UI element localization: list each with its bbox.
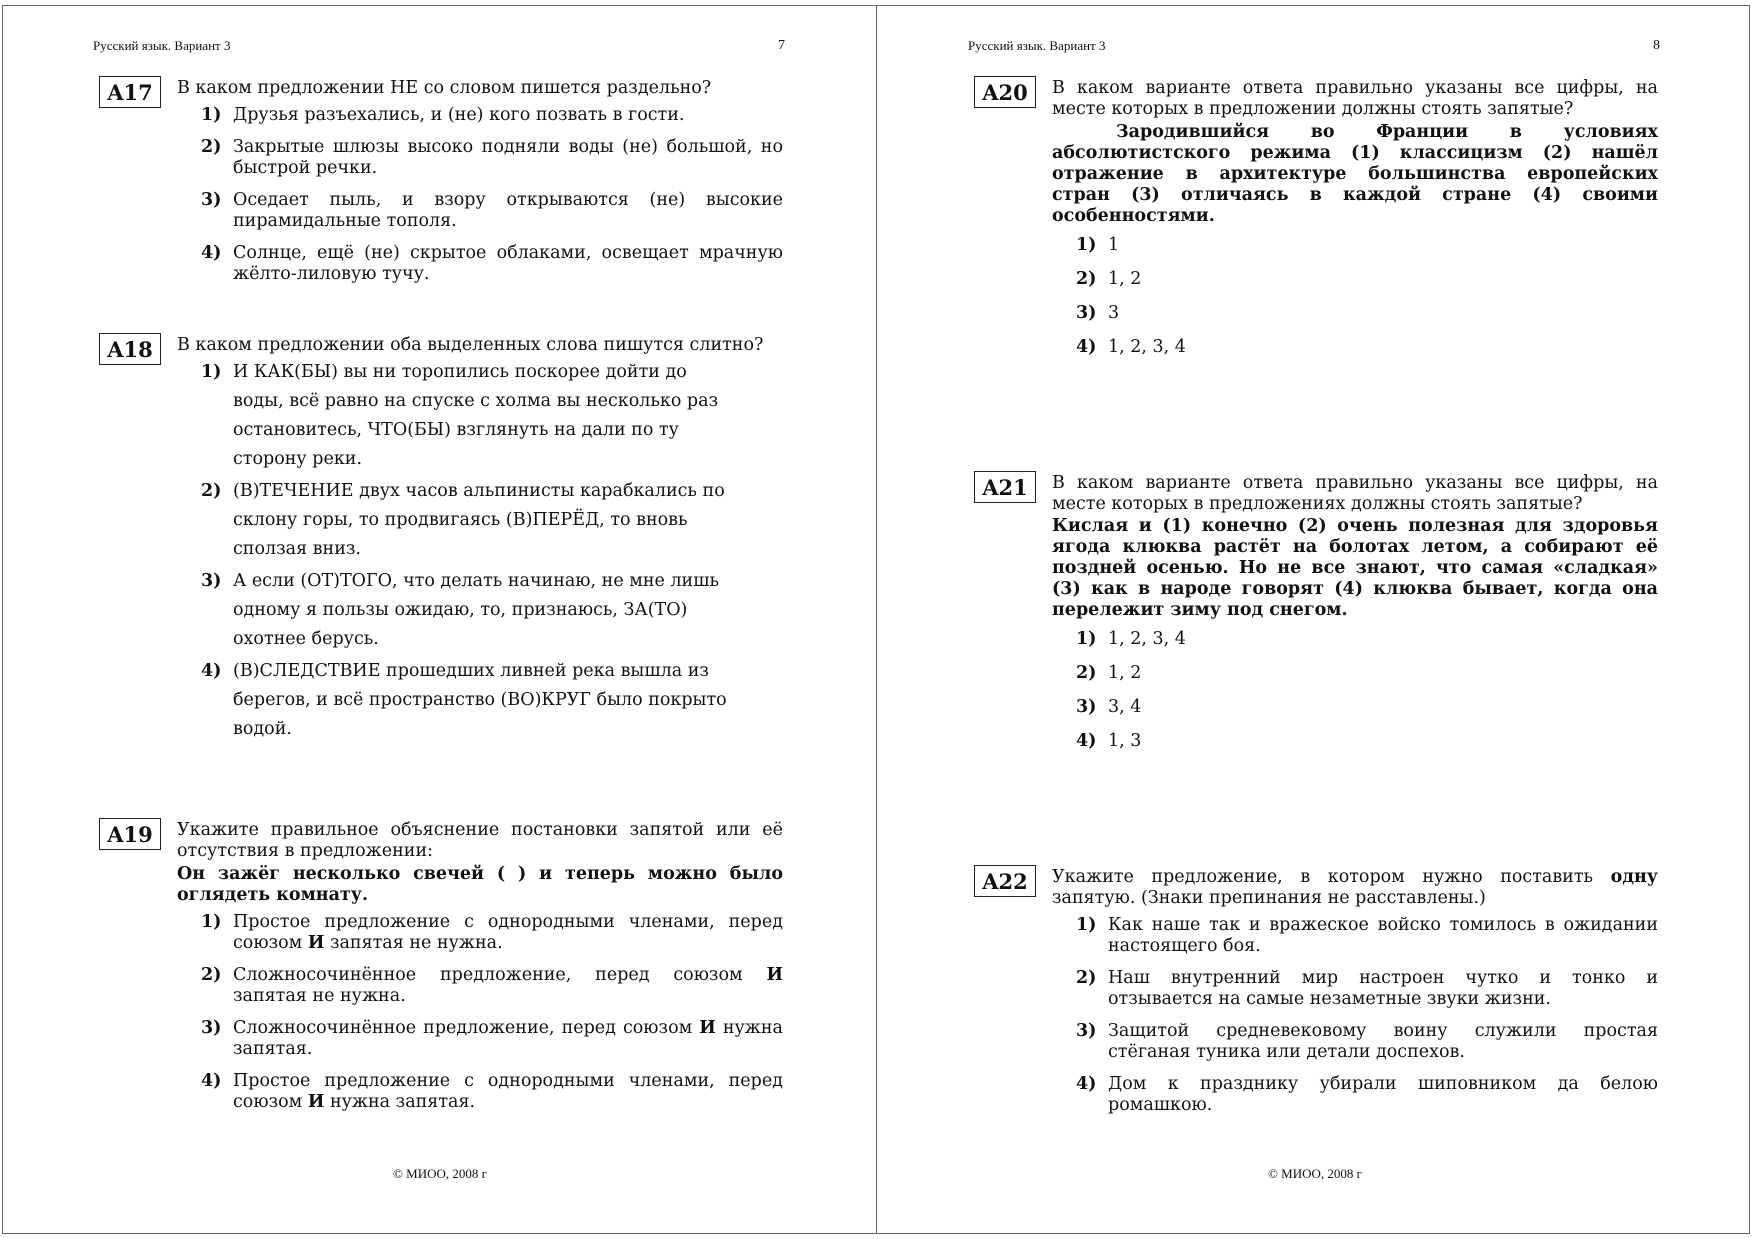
option [1052,663,1658,684]
option [177,358,783,474]
option-number: 2) [1076,269,1097,289]
option-number: 3) [201,1018,222,1038]
option-number: 4) [201,1071,222,1091]
option-number: 2) [1076,968,1097,988]
option [1052,1021,1658,1063]
options-list [1052,235,1658,358]
option-text: 1, 3 [1108,731,1142,751]
option-number: 3) [1076,303,1097,323]
option-text: Оседает пыль, и взору открываются (не) высокие пирамидальные тополя. [233,190,783,231]
option [1052,269,1658,290]
option [177,1071,783,1113]
option [177,477,783,564]
page-number: 7 [778,38,785,53]
option-text: А если (ОТ)ТОГО, что делать начинаю, не мне лишь одному я пользы ожидаю, то, признаюсь, ЗА(ТО) охотнее берусь. [233,571,720,649]
option [177,965,783,1007]
option-number: 1) [1076,235,1097,255]
option [1052,629,1658,650]
task-label: A17 [99,76,161,108]
option-number: 4) [1076,1074,1097,1094]
option [1052,915,1658,957]
page-footer: © МИОО, 2008 г [393,1166,487,1181]
option [1052,1074,1658,1116]
option [1052,303,1658,324]
task-label: A20 [974,76,1036,108]
option-text: 1, 2, 3, 4 [1108,629,1186,649]
option-text: Простое предложение с однородными членами, перед союзом И нужна запятая. [233,1071,783,1112]
option-number: 4) [201,661,222,681]
option-number: 3) [201,571,222,591]
option-number: 3) [1076,1021,1097,1041]
option-number: 3) [201,190,222,210]
option-text: Наш внутренний мир настроен чутко и тонко и отзывается на самые незаметные звуки жизни. [1108,968,1658,1009]
option [1052,235,1658,256]
option-number: 2) [201,137,222,157]
option [1052,968,1658,1010]
task-question: Укажите предложение, в котором нужно поставить одну запятую. (Знаки препинания не расставлены.) [1052,867,1658,908]
options-list [177,105,783,285]
option [177,657,783,744]
option-number: 2) [1076,663,1097,683]
option [1052,697,1658,718]
option-number: 2) [201,965,222,985]
task-label: A22 [974,865,1036,897]
task-question: В каком предложении НЕ со словом пишется раздельно? [177,78,712,98]
option-text: (В)ТЕЧЕНИЕ двух часов альпинисты карабкались по склону горы, то продвигаясь (В)ПЕРЁД, то вновь сползая вниз. [233,481,725,559]
options-list [1052,915,1658,1116]
option-text: Сложносочинённое предложение, перед союзом И запятая не нужна. [233,965,783,1006]
option-text: 1 [1108,235,1120,255]
left-page [0,0,876,1239]
option-text: Простое предложение с однородными членами, перед союзом И запятая не нужна. [233,912,783,953]
option-text: Как наше так и вражеское войско томилось в ожидании настоящего боя. [1108,915,1658,956]
option-number: 1) [1076,915,1097,935]
option [1052,337,1658,358]
option [177,137,783,179]
task-sentence: Зародившийся во Франции в условиях абсолютистского режима (1) классицизм (2) нашёл отражение в архитектуре большинства европейских стран (3) отличаясь в каждой стране (4) своими особенностями. [1052,122,1658,226]
option-number: 4) [1076,337,1097,357]
task-question: Укажите правильное объяснение постановки запятой или её отсутствия в предложении: [177,820,783,861]
option-number: 1) [201,105,222,125]
right-page [876,0,1752,1239]
option-text: Защитой средневековому воину служили простая стёганая туника или детали доспехов. [1108,1021,1658,1062]
option [177,243,783,285]
option-number: 1) [201,912,222,932]
task-sentence: Он зажёг несколько свечей ( ) и теперь можно было оглядеть комнату. [177,864,783,905]
options-list [1052,629,1658,752]
option-text: 1, 2 [1108,269,1142,289]
option-text: Солнце, ещё (не) скрытое облаками, освещает мрачную жёлто-лиловую тучу. [233,243,783,284]
option [177,105,783,126]
option-number: 4) [1076,731,1097,751]
option-number: 1) [201,362,222,382]
task-question: В каком варианте ответа правильно указаны все цифры, на месте которых в предложении должны стоять запятые? [1052,78,1658,119]
task-label: A18 [99,333,161,365]
option-number: 1) [1076,629,1097,649]
option-number: 2) [201,481,222,501]
task-question: В каком предложении оба выделенных слова пишутся слитно? [177,335,764,355]
option-number: 4) [201,243,222,263]
page-header: Русский язык. Вариант 3 [968,38,1106,53]
option-text: 3, 4 [1108,697,1142,717]
page-number: 8 [1653,38,1660,53]
options-list [177,912,783,1113]
option-text: 1, 2 [1108,663,1142,683]
options-list [177,358,783,744]
task-label: A19 [99,818,161,850]
option [177,912,783,954]
option-text: И КАК(БЫ) вы ни торопились поскорее дойти до воды, всё равно на спуске с холма вы несколько раз остановитесь, ЧТО(БЫ) взглянуть на дали по ту сторону реки. [233,362,719,469]
option [1052,731,1658,752]
option-text: Закрытые шлюзы высоко подняли воды (не) большой, но быстрой речки. [233,137,783,178]
option-number: 3) [1076,697,1097,717]
task-sentence: Кислая и (1) конечно (2) очень полезная для здоровья ягода клюква растёт на болотах летом, а собирают её поздней осенью. Но не все знают, что самая «сладкая» (3) как в народе говорят (4) клюква бывает, когда она перележит зиму под снегом. [1052,516,1658,620]
option-text: Друзья разъехались, и (не) кого позвать в гости. [233,105,685,125]
task-label: A21 [974,471,1036,503]
task-question: В каком варианте ответа правильно указаны все цифры, на месте которых в предложениях должны стоять запятые? [1052,473,1658,514]
option-text: Дом к празднику убирали шиповником да белою ромашкою. [1108,1074,1658,1115]
option-text: 1, 2, 3, 4 [1108,337,1186,357]
option-text: Сложносочинённое предложение, перед союзом И нужна запятая. [233,1018,783,1059]
page-footer: © МИОО, 2008 г [1268,1166,1362,1181]
option [177,190,783,232]
option [177,567,783,654]
option [177,1018,783,1060]
option-text: (В)СЛЕДСТВИЕ прошедших ливней река вышла из берегов, и всё пространство (ВО)КРУГ было покрыто водой. [233,661,727,739]
page-header: Русский язык. Вариант 3 [93,38,231,53]
option-text: 3 [1108,303,1120,323]
